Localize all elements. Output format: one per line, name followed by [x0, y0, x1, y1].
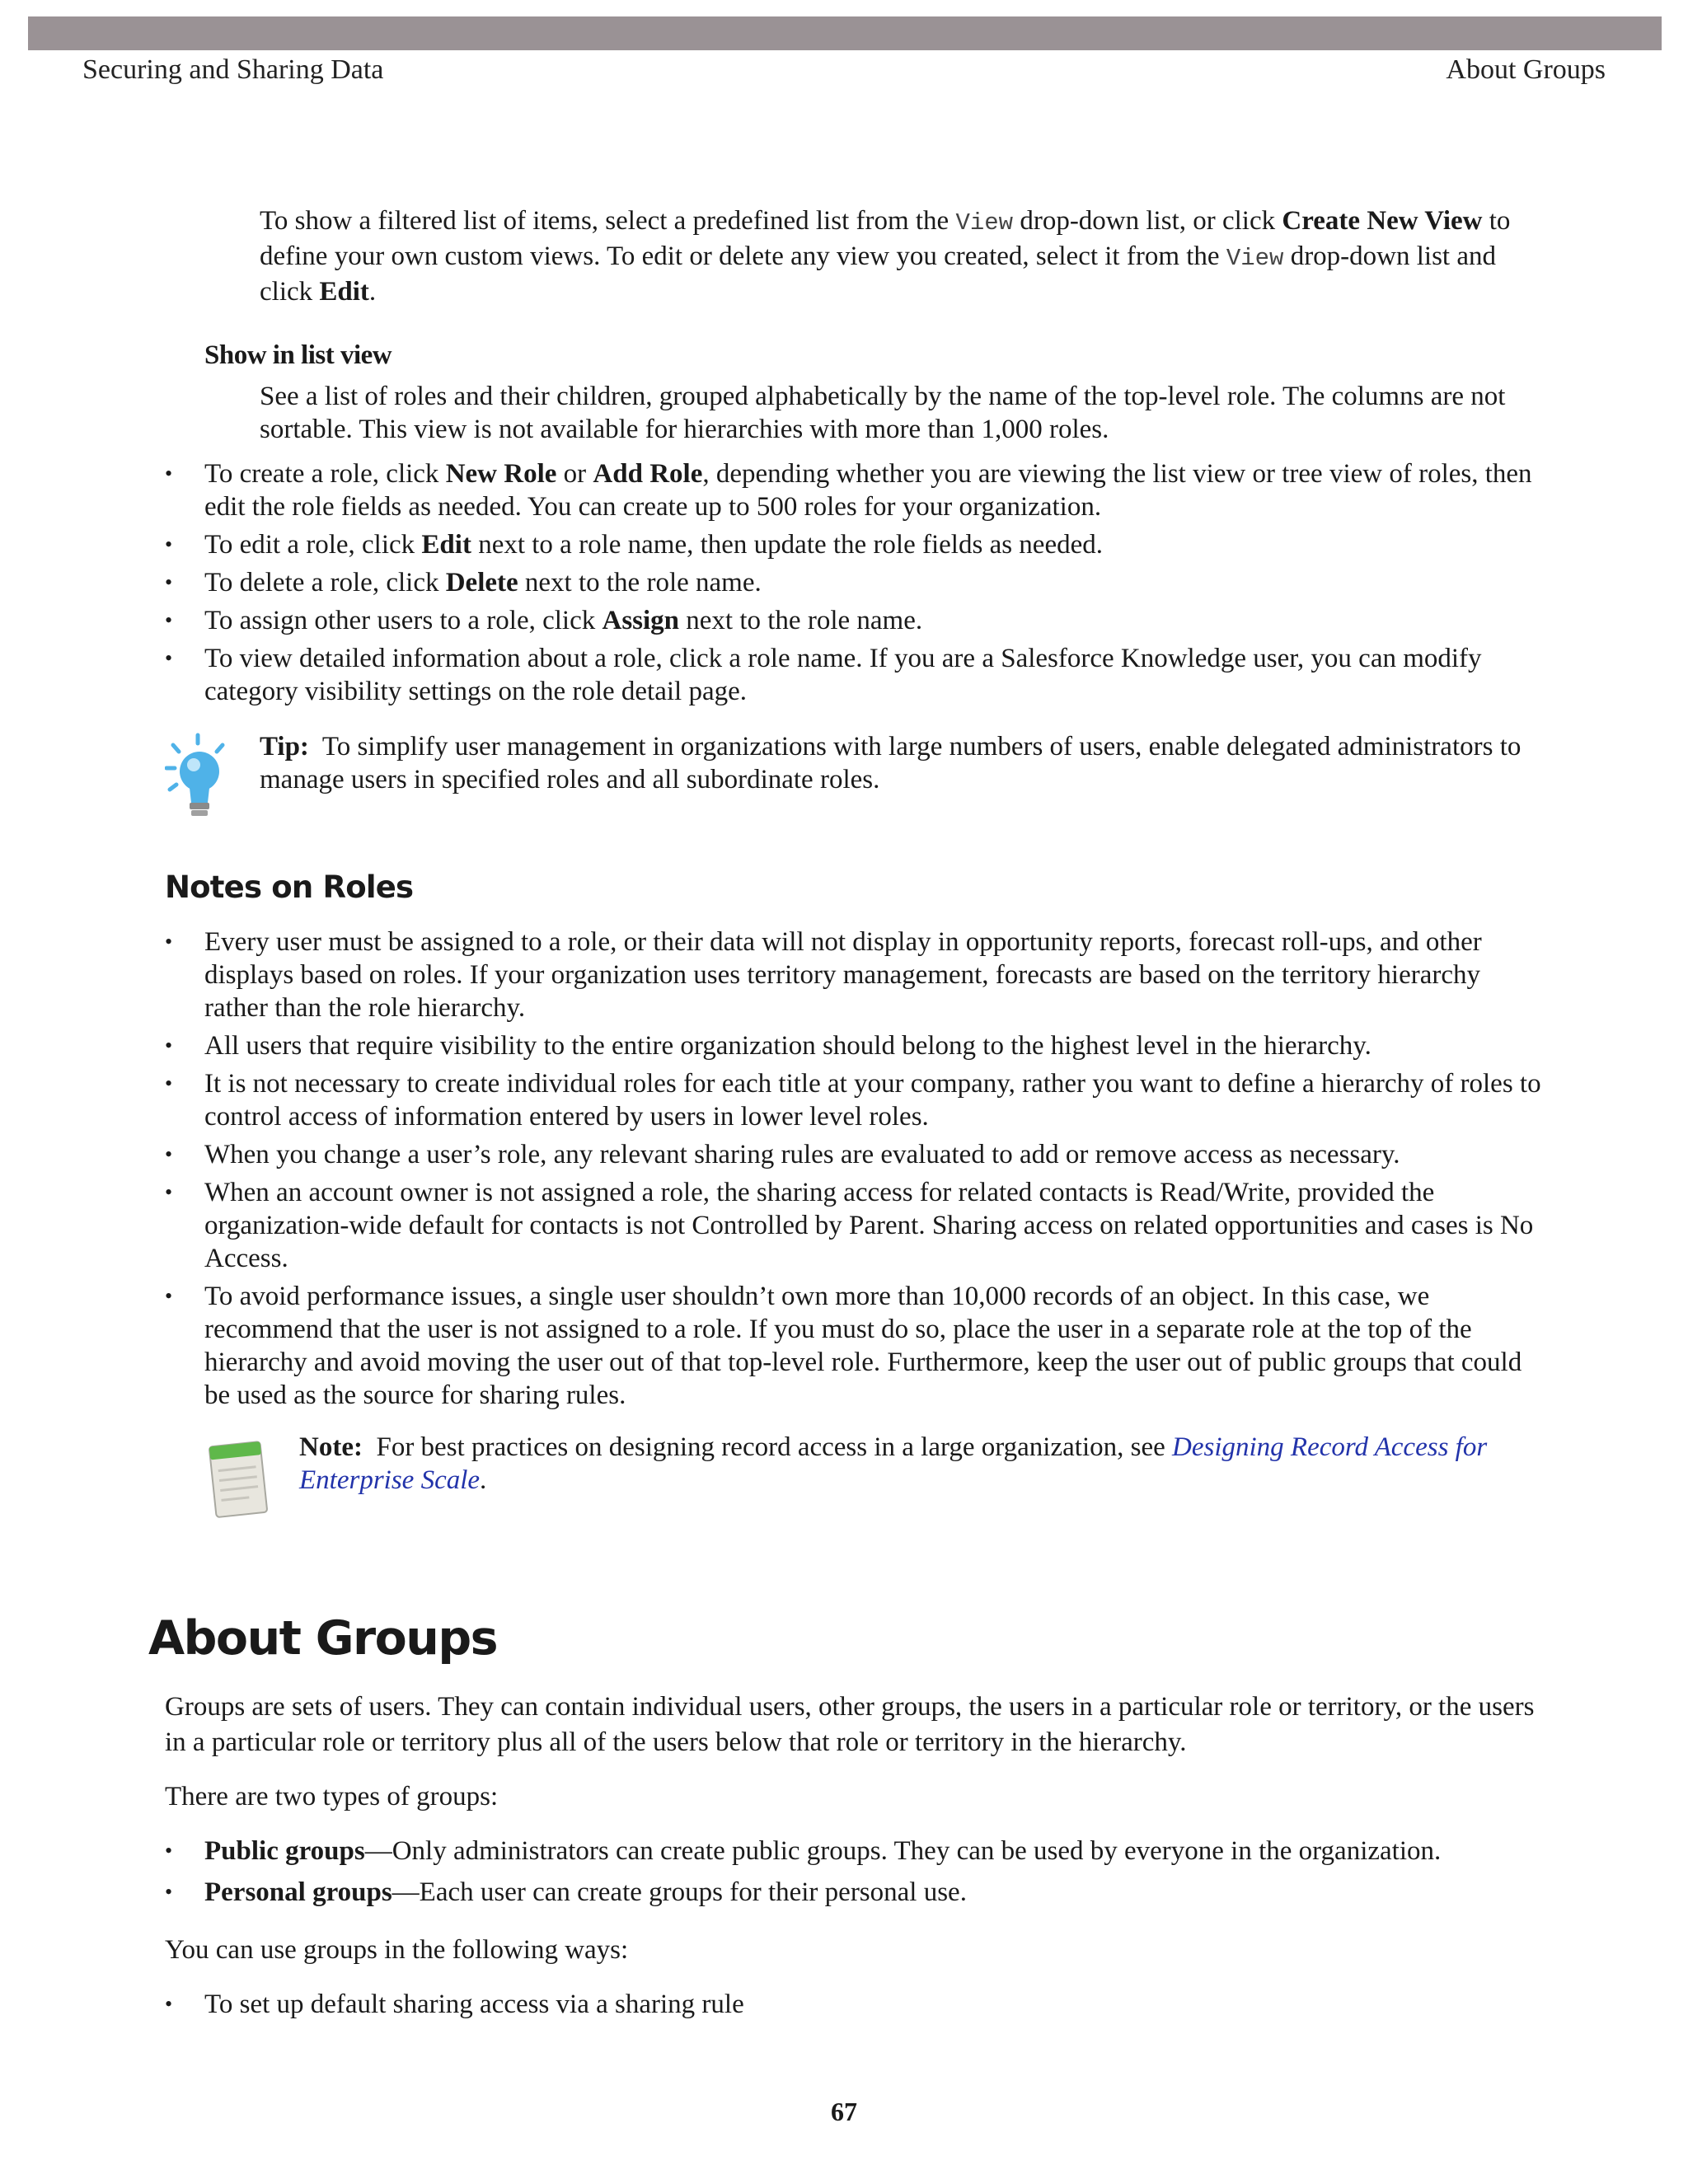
page-number: 67 [831, 2097, 857, 2126]
running-head-left: Securing and Sharing Data [82, 54, 384, 85]
header-bar [28, 16, 1662, 50]
groups-types-intro: There are two types of groups: [165, 1782, 499, 1811]
designing-record-access-link[interactable]: Designing Record Access for Enterprise Scale [299, 1432, 1488, 1495]
new-role-term: New Role [445, 459, 557, 489]
note-paragraph [299, 1431, 1544, 1497]
groups-uses-list [165, 1988, 1543, 2021]
notes-on-roles-heading: Notes on Roles [165, 869, 414, 905]
list-item [165, 1835, 1543, 1868]
text: next to the role name. [518, 568, 762, 598]
filter-paragraph [260, 204, 1541, 308]
about-groups-heading: About Groups [148, 1611, 498, 1666]
text: To assign other users to a role, click [204, 606, 603, 635]
text: To show a filtered list of items, select a predefined list from the [260, 206, 956, 236]
lightbulb-icon [165, 732, 231, 823]
public-groups-term: Public groups [204, 1836, 365, 1866]
text: To edit a role, click [204, 530, 422, 560]
text: drop-down list and click [260, 241, 1496, 307]
list-item: • All users that require visibility to the entire organization should belong to the highest level in the hierarchy. [165, 1029, 1543, 1062]
text: next to the role name. [679, 606, 923, 635]
text: —Only administrators can create public groups. They can be used by everyone in the organization. [364, 1836, 1442, 1866]
list-item [165, 642, 1543, 708]
text: drop-down list, or click [1013, 206, 1282, 236]
groups-uses-intro: You can use groups in the following ways: [165, 1935, 629, 1965]
tip-text: To simplify user management in organizations with large numbers of users, enable delegated administrators to manage users in specified roles and all subordinate roles. [260, 732, 1522, 794]
groups-intro-paragraph: Groups are sets of users. They can contain individual users, other groups, the users in a particular role or territory, or the users in a particular role or territory plus all of the users below that role or territory in the hierarchy. [165, 1692, 1535, 1757]
personal-groups-term: Personal groups [204, 1877, 392, 1907]
note-text: For best practices on designing record access in a large organization, see [376, 1432, 1172, 1462]
edit-term: Edit [421, 530, 471, 560]
text: To delete a role, click [204, 568, 446, 598]
list-item [165, 604, 1543, 637]
note-label: Note: [299, 1432, 363, 1462]
list-item [165, 457, 1543, 523]
add-role-term: Add Role [593, 459, 703, 489]
list-item [165, 1876, 1543, 1909]
roles-actions-list [165, 457, 1543, 713]
group-types-list [165, 1835, 1543, 1917]
note-icon [206, 1434, 272, 1525]
text: To view detailed information about a role, click a role name. If you are a Salesforce Knowledge user, you can modify category visibility settings on the role detail page. [204, 644, 1482, 706]
create-new-view-term: Create New View [1282, 206, 1483, 236]
text: or [556, 459, 593, 489]
list-item: • Every user must be assigned to a role, or their data will not display in opportunity reports, forecast roll-ups, and other displays based on roles. If your organization uses territory management, forecasts are based on the territory hierarchy rather than the role hierarchy. [165, 926, 1543, 1024]
text: to define your own custom views. To edit or delete any view you created, select it from the [260, 206, 1511, 271]
list-item: • It is not necessary to create individual roles for each title at your company, rather you want to define a hierarchy of roles to control access of information entered by users in lower level roles. [165, 1067, 1543, 1133]
list-item [165, 528, 1543, 561]
running-head-right: About Groups [1446, 54, 1606, 85]
edit-term: Edit [319, 277, 369, 307]
list-item: • To set up default sharing access via a sharing rule [165, 1988, 1543, 2021]
text: —Each user can create groups for their personal use. [392, 1877, 967, 1907]
show-list-view-term: Show in list view [204, 340, 392, 370]
assign-term: Assign [602, 606, 680, 635]
text: . [480, 1465, 487, 1495]
text: To create a role, click [204, 459, 446, 489]
list-item: • When you change a user’s role, any relevant sharing rules are evaluated to add or remove access as necessary. [165, 1138, 1543, 1171]
code-view: View [1226, 245, 1284, 272]
delete-term: Delete [445, 568, 518, 598]
text: next to a role name, then update the role fields as needed. [471, 530, 1103, 560]
text: , depending whether you are viewing the list view or tree view of roles, then edit the role fields as needed. You can create up to 500 roles for your organization. [204, 459, 1532, 522]
list-item: • When an account owner is not assigned a role, the sharing access for related contacts is Read/Write, provided the organization-wide default for contacts is not Controlled by Parent. Sharing access on related opportunities and cases is No Access. [165, 1176, 1543, 1275]
list-item [165, 566, 1543, 599]
notes-on-roles-list [165, 926, 1543, 1417]
tip-paragraph [260, 730, 1545, 796]
list-item: • To avoid performance issues, a single user shouldn’t own more than 10,000 records of an object. In this case, we recommend that the user is not assigned to a role. If you must do so, place the user in a separate role at the top of the hierarchy and avoid moving the user out of that top-level role. Furthermore, keep the user out of public groups that could be used as the source for sharing rules. [165, 1280, 1543, 1412]
code-view: View [955, 209, 1014, 237]
text: . [368, 277, 377, 307]
tip-label: Tip: [260, 732, 309, 762]
show-list-view-definition: See a list of roles and their children, grouped alphabetically by the name of the top-level role. The columns are not sortable. This view is not available for hierarchies with more than 1,000 roles. [260, 382, 1506, 444]
